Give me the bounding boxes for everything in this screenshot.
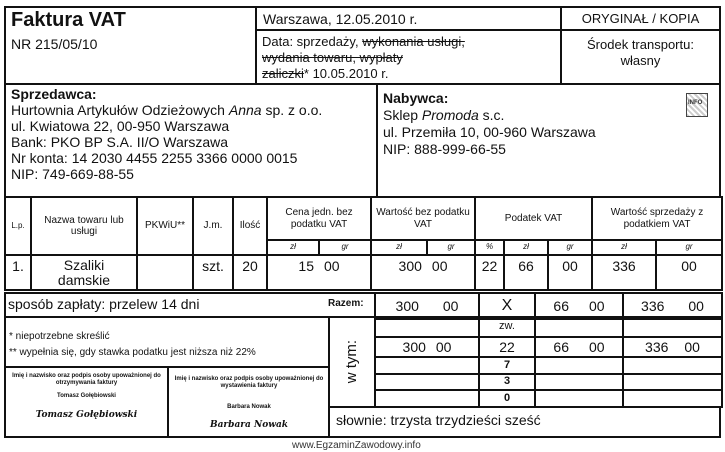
sale-date-value: * 10.05.2010 r. — [303, 66, 389, 81]
row-gross-zl: 336 — [592, 255, 656, 290]
breakdown-net — [375, 390, 479, 407]
row-qty: 20 — [233, 255, 267, 290]
receiver-caption: Imię i nazwisko oraz podpis osoby upoważnionej do otrzymywania faktury — [12, 373, 161, 386]
buyer-address: ul. Przemiła 10, 00-960 Warszawa — [383, 124, 596, 140]
row-name: Szaliki damskie — [31, 255, 137, 290]
breakdown-rate: 0 — [479, 390, 535, 407]
transport-value: własny — [620, 52, 661, 68]
copy-type: ORYGINAŁ / KOPIA — [581, 10, 700, 26]
unit-zl: zł — [504, 240, 548, 255]
note-2: ** wypełnia się, gdy stawka podatku jest niższa niż 22% — [9, 347, 256, 358]
breakdown-gross — [623, 390, 722, 407]
issuer-signature: Barbara Nowak — [209, 419, 289, 430]
breakdown-gross — [623, 317, 722, 337]
seller-bank: Bank: PKO BP S.A. II/O Warszawa — [11, 134, 229, 150]
watermark: www.EgzaminZawodowy.info — [292, 440, 421, 451]
col-header-qty: Ilość — [233, 197, 267, 255]
col-header-pkwiu: PKWiU** — [137, 197, 193, 255]
unit-gr: gr — [548, 240, 592, 255]
breakdown-vat — [535, 390, 623, 407]
breakdown-gross: 336 00 — [623, 337, 722, 357]
row-lp: 1. — [5, 255, 31, 290]
sale-date-strike-3: zaliczki — [262, 66, 304, 81]
sale-date-label: Data: sprzedaży, — [262, 34, 359, 49]
seller-name: Hurtownia Artykułów Odzieżowych Anna sp. z o.o. — [11, 102, 323, 118]
info-stamp-icon: INFO — [686, 93, 708, 117]
breakdown-gross — [623, 374, 722, 391]
row-vat-zl: 66 — [504, 255, 548, 290]
receiver-name: Tomasz Gołębiowski — [57, 392, 116, 399]
total-vat: 66 00 — [535, 293, 623, 319]
col-header-unit: J.m. — [193, 197, 233, 255]
vat-breakdown-table — [374, 316, 723, 408]
breakdown-rate: 3 — [479, 374, 535, 391]
sale-date-strike-2: wydania towaru, wypłaty — [262, 50, 403, 65]
invoice-items-table — [4, 196, 723, 291]
unit-zl: zł — [371, 240, 427, 255]
seller-nip: NIP: 749-669-88-55 — [11, 166, 134, 182]
seller-label: Sprzedawca: — [11, 86, 97, 102]
unit-zl: zł — [267, 240, 319, 255]
unit-pct: % — [475, 240, 504, 255]
seller-block — [11, 86, 322, 182]
row-gross-gr: 00 — [656, 255, 722, 290]
issuer-name: Barbara Nowak — [227, 403, 271, 410]
breakdown-label: w tym: — [343, 340, 361, 384]
note-1: * niepotrzebne skreślić — [9, 331, 110, 342]
breakdown-vat — [535, 374, 623, 391]
place-date: Warszawa, 12.05.2010 r. — [263, 11, 418, 27]
issuer-caption: Imię i nazwisko oraz podpis osoby upoważnionej do wystawienia faktury — [174, 376, 324, 389]
col-header-lp: L.p. — [5, 197, 31, 255]
row-unit: szt. — [193, 255, 233, 290]
breakdown-net — [375, 357, 479, 374]
transport-label: Środek transportu: — [587, 36, 694, 52]
breakdown-vat — [535, 357, 623, 374]
row-rate: 22 — [475, 255, 504, 290]
buyer-nip: NIP: 888-999-66-55 — [383, 141, 506, 157]
col-header-gross: Wartość sprzedaży z podatkiem VAT — [592, 197, 722, 240]
seller-address: ul. Kwiatowa 22, 00-950 Warszawa — [11, 118, 230, 134]
col-header-name: Nazwa towaru lub usługi — [31, 197, 137, 255]
sale-date — [262, 34, 552, 82]
total-rate: X — [479, 293, 535, 319]
table-row — [5, 255, 722, 290]
sale-date-strike-1: wykonania usługi, — [362, 34, 465, 49]
buyer-name: Sklep Promoda s.c. — [383, 107, 505, 123]
total-gross: 336 00 — [623, 293, 722, 319]
unit-gr: gr — [319, 240, 371, 255]
row-pkwiu — [137, 255, 193, 290]
breakdown-net — [375, 374, 479, 391]
breakdown-row — [375, 337, 722, 357]
invoice-title: Faktura VAT — [11, 9, 126, 31]
amount-in-words: słownie: trzysta trzydzieści sześć — [336, 412, 541, 428]
total-net: 300 00 — [375, 293, 479, 319]
unit-gr: gr — [656, 240, 722, 255]
invoice-number: NR 215/05/10 — [11, 36, 98, 52]
payment-method: sposób zapłaty: przelew 14 dni — [8, 296, 200, 312]
breakdown-rate: 7 — [479, 357, 535, 374]
receiver-signature: Tomasz Gołębiowski — [35, 409, 138, 420]
col-header-net-value: Wartość bez podatku VAT — [371, 197, 475, 240]
row-vat-gr: 00 — [548, 255, 592, 290]
breakdown-row — [375, 317, 722, 337]
seller-account: Nr konta: 14 2030 4455 2255 3366 0000 0015 — [11, 150, 298, 166]
breakdown-vat: 66 00 — [535, 337, 623, 357]
unit-gr: gr — [427, 240, 475, 255]
col-header-net-price: Cena jedn. bez podatku VAT — [267, 197, 371, 240]
row-price: 15 00 — [267, 255, 371, 290]
breakdown-row — [375, 390, 722, 407]
total-label: Razem: — [328, 298, 364, 309]
notes-box — [4, 316, 330, 368]
breakdown-net: 300 00 — [375, 337, 479, 357]
buyer-label: Nabywca: — [383, 90, 449, 106]
breakdown-rate: zw. — [479, 317, 535, 337]
breakdown-row — [375, 357, 722, 374]
breakdown-gross — [623, 357, 722, 374]
row-net: 300 00 — [371, 255, 475, 290]
breakdown-row — [375, 374, 722, 391]
buyer-block — [383, 90, 596, 158]
breakdown-net — [375, 317, 479, 337]
unit-zl: zł — [592, 240, 656, 255]
breakdown-rate: 22 — [479, 337, 535, 357]
breakdown-vat — [535, 317, 623, 337]
col-header-vat: Podatek VAT — [475, 197, 592, 240]
